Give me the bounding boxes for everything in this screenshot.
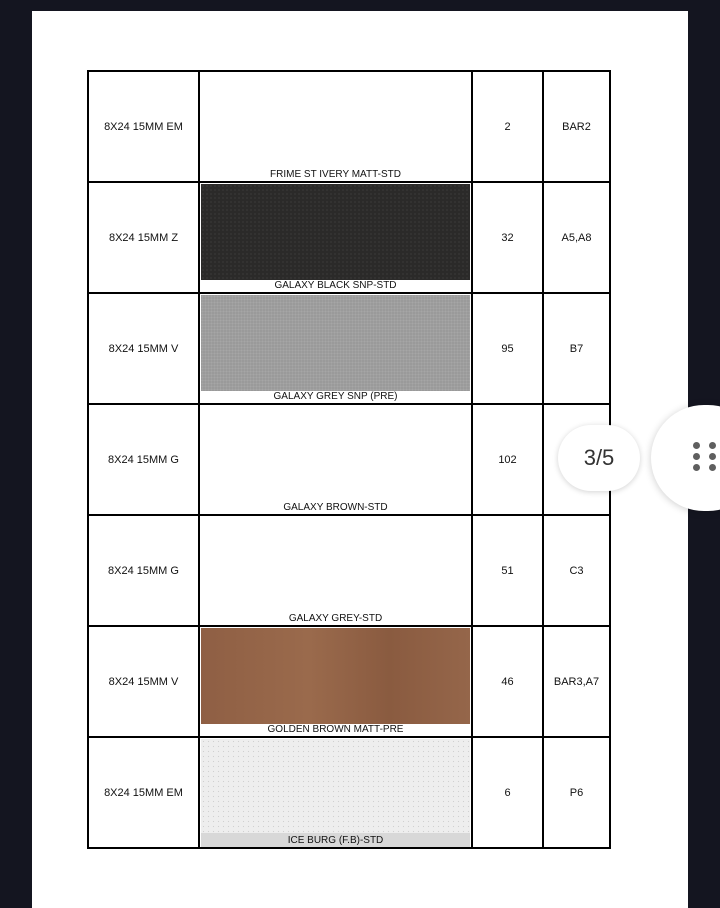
qty-cell: 32 bbox=[472, 182, 543, 293]
design-name: GALAXY BROWN-STD bbox=[283, 502, 388, 513]
tile-swatch-image bbox=[201, 184, 470, 280]
location-cell: C3 bbox=[543, 515, 610, 626]
table-row bbox=[88, 71, 610, 182]
design-cell bbox=[199, 626, 472, 737]
qty-cell: 6 bbox=[472, 737, 543, 848]
tile-swatch-image bbox=[201, 628, 470, 724]
design-cell bbox=[199, 293, 472, 404]
page-indicator: 3/5 bbox=[558, 425, 640, 491]
table-row bbox=[88, 737, 610, 848]
design-name: GALAXY BLACK SNP-STD bbox=[274, 280, 397, 291]
location-cell: BAR3,A7 bbox=[543, 626, 610, 737]
design-name: ICE BURG (F.B)-STD bbox=[287, 835, 384, 846]
tile-swatch-image bbox=[201, 295, 470, 391]
size-cell: 8X24 15MM EM bbox=[88, 71, 199, 182]
design-cell bbox=[199, 71, 472, 182]
table-row bbox=[88, 515, 610, 626]
design-cell bbox=[199, 515, 472, 626]
qty-cell: 102 bbox=[472, 404, 543, 515]
table-row bbox=[88, 182, 610, 293]
design-name: FRIME ST IVERY MATT-STD bbox=[270, 169, 401, 180]
qty-cell: 2 bbox=[472, 71, 543, 182]
table-row bbox=[88, 293, 610, 404]
design-name: GALAXY GREY-STD bbox=[288, 613, 383, 624]
location-cell: B7 bbox=[543, 293, 610, 404]
design-name: GOLDEN BROWN MATT-PRE bbox=[267, 724, 404, 735]
size-cell: 8X24 15MM EM bbox=[88, 737, 199, 848]
qty-cell: 51 bbox=[472, 515, 543, 626]
design-cell bbox=[199, 182, 472, 293]
size-cell: 8X24 15MM G bbox=[88, 515, 199, 626]
grid-dots-icon bbox=[693, 442, 717, 476]
size-cell: 8X24 15MM Z bbox=[88, 182, 199, 293]
size-cell: 8X24 15MM G bbox=[88, 404, 199, 515]
qty-cell: 95 bbox=[472, 293, 543, 404]
design-cell bbox=[199, 737, 472, 848]
size-cell: 8X24 15MM V bbox=[88, 626, 199, 737]
design-cell bbox=[199, 404, 472, 515]
size-cell: 8X24 15MM V bbox=[88, 293, 199, 404]
location-cell: A5,A8 bbox=[543, 182, 610, 293]
location-cell: BAR2 bbox=[543, 71, 610, 182]
location-cell: P6 bbox=[543, 737, 610, 848]
table-row bbox=[88, 626, 610, 737]
table-row bbox=[88, 404, 610, 515]
qty-cell: 46 bbox=[472, 626, 543, 737]
tile-swatch-image bbox=[201, 739, 470, 835]
stock-table bbox=[87, 70, 611, 849]
design-name: GALAXY GREY SNP (PRE) bbox=[273, 391, 398, 402]
